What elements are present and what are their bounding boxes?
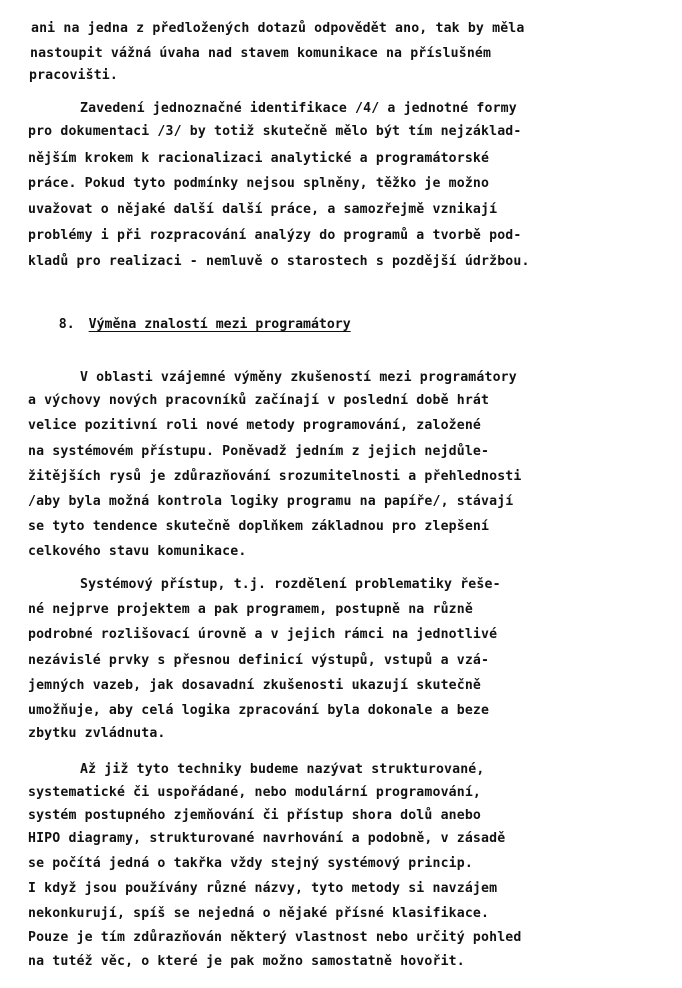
- text-line: HIPO diagramy, strukturované navrhování a podobně, v zásadě: [28, 831, 506, 846]
- text-line: podrobné rozlišovací úrovně a v jejich rámci na jednotlivé: [28, 627, 498, 642]
- text-line: kladů pro realizaci - nemluvě o starostech s pozdější údržbou.: [28, 254, 530, 269]
- text-line: se počítá jedná o takřka vždy stejný systémový princip.: [28, 856, 473, 871]
- text-line: systém postupného zjemňování či přístup shora dolů anebo: [28, 808, 482, 823]
- text-line: velice pozitivní roli nové metody programování, založené: [28, 418, 482, 433]
- text-line: zbytku zvládnuta.: [28, 726, 166, 741]
- text-line: Pouze je tím zdůrazňován některý vlastnost nebo určitý pohled: [28, 930, 522, 945]
- text-line: nekonkurují, spíš se nejedná o nějaké přísné klasifikace.: [28, 906, 490, 921]
- text-line: nastoupit vážná úvaha nad stavem komunikace na příslušném: [30, 46, 492, 61]
- section-heading: [27, 302, 351, 347]
- text-line: problémy i při rozpracování analýzy do programů a tvorbě pod-: [28, 228, 522, 243]
- text-line: umožňuje, aby celá logika zpracování byla dokonale a beze: [28, 703, 490, 718]
- text-line: nějším krokem k racionalizaci analytické a programátorské: [28, 151, 490, 166]
- section-number: 8.: [58, 317, 75, 332]
- section-title: Výměna znalostí mezi programátory: [88, 317, 351, 332]
- text-line: nezávislé prvky s přesnou definicí výstupů, vstupů a vzá-: [28, 653, 490, 668]
- text-line: Systémový přístup, t.j. rozdělení problematiky řeše-: [80, 577, 501, 592]
- text-line: uvažovat o nějaké další další práce, a samozřejmě vznikají: [28, 202, 498, 217]
- text-line: systematické či uspořádané, nebo modulární programování,: [28, 785, 482, 800]
- text-line: /aby byla možná kontrola logiky programu na papíře/, stávají: [28, 494, 514, 509]
- text-line: pracovišti.: [29, 68, 118, 83]
- text-line: na tutéž věc, o které je pak možno samostatně hovořit.: [28, 954, 465, 969]
- text-line: Zavedení jednoznačné identifikace /4/ a jednotné formy: [80, 101, 517, 116]
- text-line: se tyto tendence skutečně doplňkem základnou pro zlepšení: [28, 519, 490, 534]
- text-line: pro dokumentaci /3/ by totiž skutečně mělo být tím nejzáklad-: [28, 124, 522, 139]
- text-line: ani na jedna z předložených dotazů odpovědět ano, tak by měla: [31, 21, 525, 36]
- text-line: celkového stavu komunikace.: [28, 544, 247, 559]
- text-line: žitějších rysů je zdůrazňování srozumitelnosti a přehlednosti: [28, 469, 522, 484]
- text-line: jemných vazeb, jak dosavadní zkušenosti ukazují skutečně: [28, 678, 482, 693]
- text-line: Až již tyto techniky budeme nazývat strukturované,: [80, 762, 485, 777]
- text-line: V oblasti vzájemné výměny zkušeností mezi programátory: [80, 370, 517, 385]
- text-line: a výchovy nových pracovníků začínají v poslední době hrát: [28, 393, 490, 408]
- text-line: práce. Pokud tyto podmínky nejsou splněny, těžko je možno: [28, 176, 490, 191]
- text-line: né nejprve projektem a pak programem, postupně na různě: [28, 602, 473, 617]
- text-line: na systémovém přístupu. Poněvadž jedním z jejich nejdůle-: [28, 444, 490, 459]
- text-line: I když jsou používány různé názvy, tyto metody si navzájem: [28, 881, 498, 896]
